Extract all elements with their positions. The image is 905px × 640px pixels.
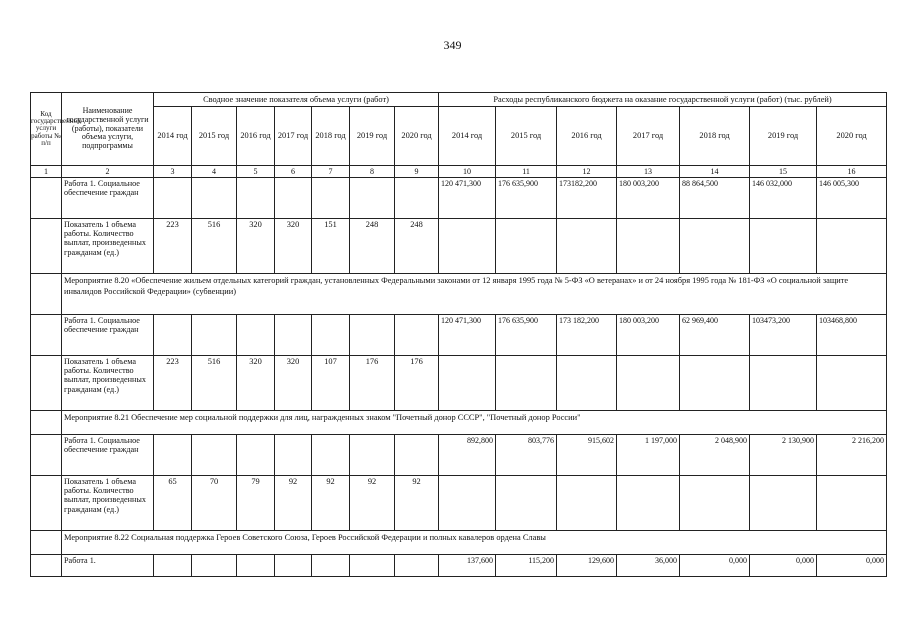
- volume-cell: 248: [395, 219, 439, 274]
- budget-cell: [617, 219, 680, 274]
- volume-cell: 107: [312, 356, 350, 411]
- budget-cell: 146 032,000: [750, 178, 817, 219]
- budget-cell: 180 003,200: [617, 178, 680, 219]
- budget-cell: 103473,200: [750, 315, 817, 356]
- column-number: 11: [496, 166, 557, 178]
- volume-cell: [312, 555, 350, 577]
- header-volume-year: 2016 год: [237, 107, 275, 166]
- table-row: [31, 315, 887, 356]
- budget-cell: [617, 476, 680, 531]
- volume-cell: [275, 315, 312, 356]
- column-number: 1: [31, 166, 62, 178]
- budget-cell: [439, 219, 496, 274]
- code-cell: [31, 315, 62, 356]
- code-cell: [31, 531, 62, 555]
- budget-cell: 129,600: [557, 555, 617, 577]
- budget-cell: 146 005,300: [817, 178, 887, 219]
- column-number: 16: [817, 166, 887, 178]
- volume-cell: [237, 555, 275, 577]
- column-number: 7: [312, 166, 350, 178]
- budget-table: [30, 92, 887, 577]
- budget-cell: [817, 219, 887, 274]
- volume-cell: [275, 435, 312, 476]
- header-volume-year: 2020 год: [395, 107, 439, 166]
- column-number: 14: [680, 166, 750, 178]
- volume-cell: [154, 435, 192, 476]
- volume-cell: 223: [154, 219, 192, 274]
- code-cell: [31, 555, 62, 577]
- budget-cell: 180 003,200: [617, 315, 680, 356]
- header-budget-year: 2017 год: [617, 107, 680, 166]
- column-number: 3: [154, 166, 192, 178]
- volume-cell: [350, 435, 395, 476]
- volume-cell: [192, 555, 237, 577]
- volume-cell: [192, 178, 237, 219]
- row-name: Работа 1. Социальное обеспечение граждан: [62, 315, 154, 356]
- header-code: Код государственной услуги работы № п/п: [31, 93, 62, 166]
- column-number: 12: [557, 166, 617, 178]
- table-row: [31, 555, 887, 577]
- volume-cell: 320: [237, 356, 275, 411]
- budget-cell: 176 635,900: [496, 178, 557, 219]
- measure-title: Мероприятие 8.21 Обеспечение мер социальной поддержки для лиц, награжденных знаком "Почетный донор СССР", "Почетный донор России": [62, 411, 887, 435]
- code-cell: [31, 435, 62, 476]
- budget-cell: [817, 476, 887, 531]
- header-volume-group: Сводное значение показателя объема услуги (работ): [154, 93, 439, 107]
- budget-cell: [496, 219, 557, 274]
- budget-cell: 88 864,500: [680, 178, 750, 219]
- table-header: [31, 93, 887, 178]
- table-row: [31, 435, 887, 476]
- volume-cell: 176: [350, 356, 395, 411]
- column-number: 10: [439, 166, 496, 178]
- volume-cell: [192, 315, 237, 356]
- budget-cell: [557, 476, 617, 531]
- budget-cell: 892,800: [439, 435, 496, 476]
- header-volume-year: 2014 год: [154, 107, 192, 166]
- column-number: 2: [62, 166, 154, 178]
- table-row: [31, 219, 887, 274]
- header-budget-year: 2014 год: [439, 107, 496, 166]
- code-cell: [31, 476, 62, 531]
- volume-cell: [154, 315, 192, 356]
- volume-cell: 70: [192, 476, 237, 531]
- volume-cell: 92: [350, 476, 395, 531]
- header-budget-year: 2019 год: [750, 107, 817, 166]
- volume-cell: [395, 435, 439, 476]
- column-number: 15: [750, 166, 817, 178]
- budget-cell: 2 130,900: [750, 435, 817, 476]
- header-volume-year: 2015 год: [192, 107, 237, 166]
- budget-cell: [817, 356, 887, 411]
- budget-cell: [557, 356, 617, 411]
- budget-cell: [617, 356, 680, 411]
- volume-cell: 320: [237, 219, 275, 274]
- volume-cell: [350, 555, 395, 577]
- budget-cell: 2 216,200: [817, 435, 887, 476]
- volume-cell: 151: [312, 219, 350, 274]
- volume-cell: 320: [275, 219, 312, 274]
- code-cell: [31, 219, 62, 274]
- volume-cell: [192, 435, 237, 476]
- budget-cell: [557, 219, 617, 274]
- code-cell: [31, 178, 62, 219]
- measure-title: Мероприятие 8.22 Социальная поддержка Героев Советского Союза, Героев Российской Федерации и полных кавалеров ордена Славы: [62, 531, 887, 555]
- volume-cell: [312, 315, 350, 356]
- budget-cell: 137,600: [439, 555, 496, 577]
- row-name: Показатель 1 объема работы. Количество выплат, произведенных гражданам (ед.): [62, 356, 154, 411]
- volume-cell: [154, 178, 192, 219]
- volume-cell: [154, 555, 192, 577]
- budget-cell: 0,000: [750, 555, 817, 577]
- column-number: 5: [237, 166, 275, 178]
- budget-cell: [439, 476, 496, 531]
- budget-cell: [496, 356, 557, 411]
- header-budget-group: Расходы республиканского бюджета на оказание государственной услуги (работ) (тыс. рублей): [439, 93, 887, 107]
- budget-cell: 120 471,300: [439, 178, 496, 219]
- volume-cell: [395, 315, 439, 356]
- volume-cell: 92: [275, 476, 312, 531]
- budget-cell: 803,776: [496, 435, 557, 476]
- page-number: 349: [443, 38, 462, 52]
- volume-cell: 516: [192, 219, 237, 274]
- budget-cell: [496, 476, 557, 531]
- row-name: Работа 1. Социальное обеспечение граждан: [62, 435, 154, 476]
- budget-cell: 36,000: [617, 555, 680, 577]
- budget-cell: [680, 219, 750, 274]
- volume-cell: [350, 315, 395, 356]
- column-number: 13: [617, 166, 680, 178]
- header-volume-year: 2019 год: [350, 107, 395, 166]
- volume-cell: 65: [154, 476, 192, 531]
- volume-cell: 516: [192, 356, 237, 411]
- budget-cell: [750, 476, 817, 531]
- header-budget-year: 2018 год: [680, 107, 750, 166]
- row-name: Показатель 1 объема работы. Количество выплат, произведенных гражданам (ед.): [62, 219, 154, 274]
- budget-cell: 0,000: [680, 555, 750, 577]
- table-row: [31, 274, 887, 315]
- volume-cell: [312, 178, 350, 219]
- budget-cell: 120 471,300: [439, 315, 496, 356]
- budget-cell: 115,200: [496, 555, 557, 577]
- volume-cell: [237, 435, 275, 476]
- table-body: [31, 178, 887, 577]
- volume-cell: [237, 315, 275, 356]
- budget-cell: 176 635,900: [496, 315, 557, 356]
- volume-cell: [350, 178, 395, 219]
- volume-cell: [312, 435, 350, 476]
- volume-cell: [275, 555, 312, 577]
- header-volume-year: 2017 год: [275, 107, 312, 166]
- volume-cell: 92: [312, 476, 350, 531]
- header-budget-year: 2020 год: [817, 107, 887, 166]
- column-number: 9: [395, 166, 439, 178]
- column-number: 4: [192, 166, 237, 178]
- budget-cell: 173182,200: [557, 178, 617, 219]
- volume-cell: [395, 178, 439, 219]
- volume-cell: 92: [395, 476, 439, 531]
- header-name: Наименование государственной услуги (работы), показатели объема услуги, подпрограммы: [62, 93, 154, 166]
- table-row: [31, 476, 887, 531]
- table-row: [31, 531, 887, 555]
- column-number: 6: [275, 166, 312, 178]
- code-cell: [31, 274, 62, 315]
- budget-cell: 103468,800: [817, 315, 887, 356]
- budget-cell: 1 197,000: [617, 435, 680, 476]
- budget-cell: 0,000: [817, 555, 887, 577]
- budget-cell: [750, 219, 817, 274]
- column-number: 8: [350, 166, 395, 178]
- code-cell: [31, 356, 62, 411]
- code-cell: [31, 411, 62, 435]
- budget-cell: [439, 356, 496, 411]
- volume-cell: 176: [395, 356, 439, 411]
- row-name: Работа 1. Социальное обеспечение граждан: [62, 178, 154, 219]
- table-row: [31, 178, 887, 219]
- budget-cell: 62 969,400: [680, 315, 750, 356]
- row-name: Работа 1.: [62, 555, 154, 577]
- budget-cell: 173 182,200: [557, 315, 617, 356]
- budget-cell: 2 048,900: [680, 435, 750, 476]
- volume-cell: 248: [350, 219, 395, 274]
- header-budget-year: 2016 год: [557, 107, 617, 166]
- volume-cell: 223: [154, 356, 192, 411]
- volume-cell: 79: [237, 476, 275, 531]
- budget-cell: [680, 356, 750, 411]
- row-name: Показатель 1 объема работы. Количество выплат, произведенных гражданам (ед.): [62, 476, 154, 531]
- budget-cell: [750, 356, 817, 411]
- budget-cell: 915,602: [557, 435, 617, 476]
- header-volume-year: 2018 год: [312, 107, 350, 166]
- measure-title: Мероприятие 8.20 «Обеспечение жильем отдельных категорий граждан, установленных Федеральными законами от 12 января 1995 года № 5-ФЗ «О ветеранах» и от 24 ноября 1995 года № 181-ФЗ «О социальной защите инвалидов Российской Федерации» (субвенции): [62, 274, 887, 315]
- table-row: [31, 356, 887, 411]
- table-row: [31, 411, 887, 435]
- volume-cell: [395, 555, 439, 577]
- budget-cell: [680, 476, 750, 531]
- header-budget-year: 2015 год: [496, 107, 557, 166]
- volume-cell: [275, 178, 312, 219]
- volume-cell: 320: [275, 356, 312, 411]
- volume-cell: [237, 178, 275, 219]
